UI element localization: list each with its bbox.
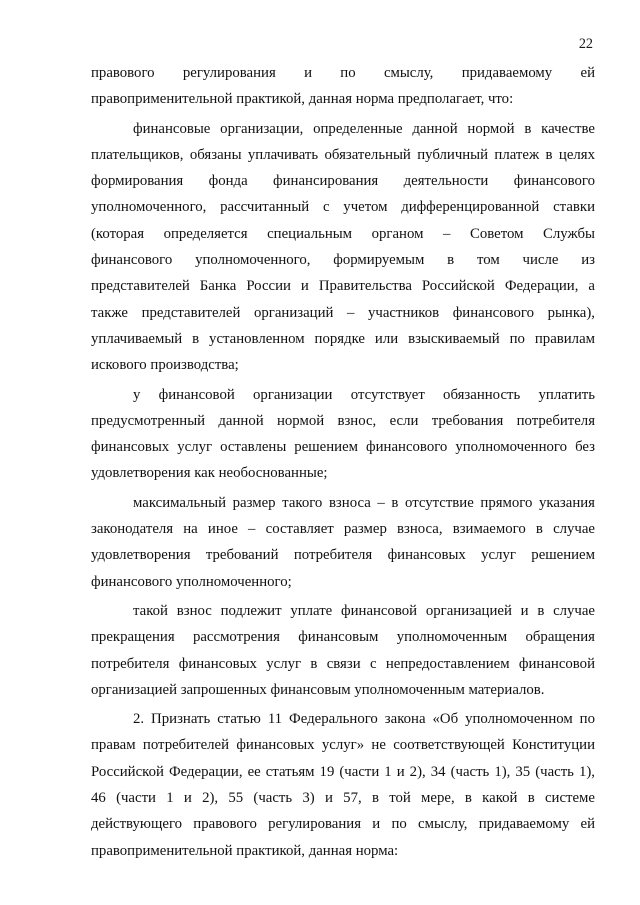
text-line: искового производства; (91, 357, 239, 374)
text-line: финансовых услуг оставлены решением финансового уполномоченного без (91, 439, 595, 456)
text-line: максимальный размер такого взноса – в отсутствие прямого указания (133, 494, 595, 511)
text-line: формирования фонда финансирования деятельности финансового (91, 173, 595, 190)
text-line: правового регулирования и по смыслу, придаваемому ей (91, 65, 595, 81)
paragraph (91, 490, 595, 595)
text-line: финансовые организации, определенные данной нормой в качестве (133, 120, 595, 137)
text-line: 46 (части 1 и 2), 55 (часть 3) и 57, в той мере, в какой в системе (91, 790, 595, 807)
text-line: уплачиваемый в установленном порядке или взыскиваемый по правилам (91, 330, 595, 347)
text-line: правоприменительной практикой, данная норма: (91, 842, 399, 859)
paragraph (91, 60, 595, 113)
paragraph (91, 598, 595, 703)
page-number: 22 (578, 36, 593, 52)
text-line: (которая определяется специальным органом – Советом Службы (91, 225, 595, 242)
text-line: удовлетворения как необоснованные; (91, 465, 328, 482)
paragraph (91, 382, 595, 487)
text-line: такой взнос подлежит уплате финансовой организацией и в случае (133, 602, 595, 619)
text-line: представителей Банка России и Правительства Российской Федерации, а (91, 278, 595, 295)
paragraph (91, 706, 595, 864)
document-body (91, 60, 595, 864)
text-line: Российской Федерации, ее статьям 19 (части 1 и 2), 34 (часть 1), 35 (часть 1), (91, 763, 595, 780)
text-line: уполномоченного, рассчитанный с учетом дифференцированной ставки (91, 199, 595, 216)
text-line: удовлетворения требований потребителя финансовых услуг решением (91, 547, 595, 564)
paragraph (91, 116, 595, 379)
text-line: у финансовой организации отсутствует обязанность уплатить (133, 386, 595, 403)
text-line: плательщиков, обязаны уплачивать обязательный публичный платеж в целях (91, 146, 595, 163)
text-line: финансового уполномоченного, формируемым в том числе из (91, 252, 595, 269)
text-line: также представителей организаций – участников финансового рынка), (91, 304, 595, 321)
text-line: потребителя финансовых услуг в связи с непредоставлением финансовой (91, 655, 595, 672)
text-line: правоприменительной практикой, данная норма предполагает, что: (91, 91, 514, 108)
text-line: финансового уполномоченного; (91, 573, 292, 590)
text-line: 2. Признать статью 11 Федерального закона «Об уполномоченном по (133, 711, 595, 728)
text-line: организацией запрошенных финансовым уполномоченным материалов. (91, 681, 545, 698)
text-line: действующего правового регулирования и по смыслу, придаваемому ей (91, 816, 595, 833)
text-line: правам потребителей финансовых услуг» не соответствующей Конституции (91, 737, 595, 754)
text-line: прекращения рассмотрения финансовым уполномоченным обращения (91, 629, 595, 646)
text-line: предусмотренный данной нормой взнос, если требования потребителя (91, 412, 595, 429)
text-line: законодателя на иное – составляет размер взноса, взимаемого в случае (91, 521, 595, 538)
